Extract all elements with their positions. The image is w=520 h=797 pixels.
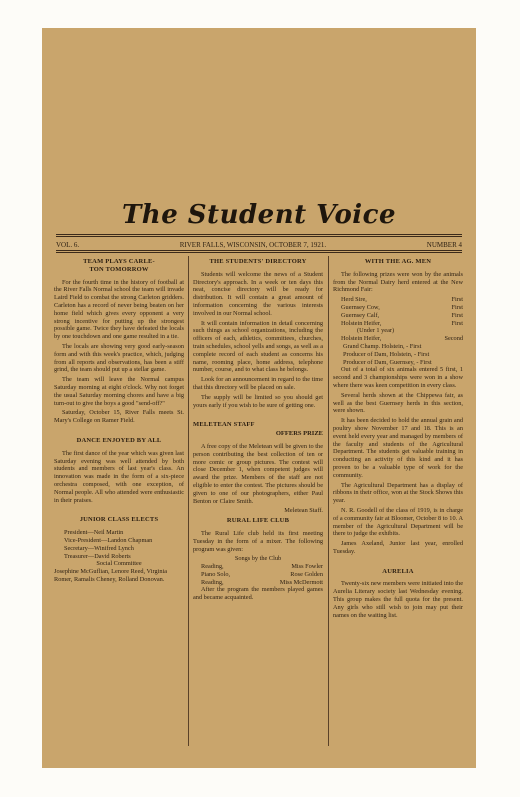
headline-ag-men: WITH THE AG. MEN (364, 258, 432, 265)
masthead-rule-top-2 (56, 236, 462, 237)
prize-row: Guernsey Cow, First (341, 303, 463, 311)
article-text: The locals are showing very good early-season form and with this week's practice, which, judging from all reports and observations, has been a stiff grind, the team should put up a stellar game. (54, 342, 184, 374)
officer-line: President—Neil Martin (64, 529, 124, 537)
article-text: Several herds shown at the Chippewa fair, as well as the best Guernsey herds in this section, were shown. (333, 391, 463, 415)
article-text: N. R. Goodell of the class of 1919, is in charge of a community fair at Bloomer, October 8 to 10. A member of the Agricultural Department will be there to judge the exhibits. (333, 506, 463, 538)
headline-aurelia: AURELIA (382, 567, 414, 575)
newspaper-page (42, 28, 476, 768)
article-text: Students will welcome the news of a Student Directory's approach. In a week or ten days this neat, concise directory will be ready for distribution. It will contain a great amount of information concerning the various interests involved in our Normal school. (193, 270, 323, 317)
volume-label: VOL. 6. (56, 241, 80, 249)
article-text: Saturday, October 15, River Falls meets St. Mary's College on Ramer Field. (54, 409, 184, 425)
dateline (56, 241, 462, 249)
headline-meletean: MELETEAN STAFF (193, 421, 255, 429)
article-text: The following prizes were won by the animals from the Normal Dairy herd entered at the New Richmond Fair: (333, 270, 463, 294)
column-divider-1 (188, 256, 189, 746)
headline-junior-class: JUNIOR CLASS ELECTS (79, 516, 159, 524)
officer-line: Secretary—Winifred Lynch (64, 544, 134, 552)
masthead-title: The Student Voice (121, 200, 397, 230)
article-text: The team will leave the Normal campus Saturday morning at eight o'clock. Why not forget the usual Saturday morning chores and have a big turn-out to give the boys a good "send-off?" (54, 376, 184, 407)
prize-row: Producer of Dam, Holstein, - First (343, 350, 430, 358)
article-text: Look for an announcement in regard to the time that this directory will be placed on sale. (193, 376, 323, 391)
program-item: Piano Solo, Rose Golden (201, 570, 323, 578)
headline-team-plays: TEAM PLAYS CARLE- TON TOMORROW (83, 258, 155, 273)
article-text: Twenty-six new members were initiated into the Aurelia Literary society last Wednesday evening. This group makes the full quota for the present. Any girls who still wish to join may put their names on the waiting list. (333, 580, 463, 619)
article-text: It will contain information in detail concerning such things as school organizations, including the officers of each, athletics, committees, churches, train schedules, school yells and songs, as well as a complete record of each student as concerns his name, rooming place, home address, telephone number, course, and to what class he belongs. (193, 319, 323, 374)
place-date: RIVER FALLS, WISCONSIN, OCTOBER 7, 1921. (179, 241, 327, 249)
prize-row: Herd Sire, First (341, 296, 463, 304)
column-2 (193, 256, 323, 604)
officer-line: Vice-President—Landon Chapman (64, 536, 153, 544)
article-text: Out of a total of six animals entered 5 first, 1 second and 3 championships were won in a show where there was keen competition in every class. (333, 366, 463, 389)
headline-rural-life: RURAL LIFE CLUB (226, 517, 290, 525)
prize-row: Guernsey Calf, First (341, 311, 463, 319)
column-divider-2 (328, 256, 329, 746)
headline-directory: THE STUDENTS' DIRECTORY (209, 258, 307, 265)
article-text: The Agricultural Department has a display of ribbons in their office, won at the Stock Shows this year. (333, 481, 463, 505)
column-3 (333, 256, 463, 621)
headline-offers-prize: OFFERS PRIZE (275, 430, 323, 438)
column-1 (54, 256, 184, 584)
article-text: The supply will be limited so you should get yours early if you wish to be sure of getting one. (193, 393, 323, 409)
prize-row: Holstein Heifer, First (341, 319, 463, 327)
committee-members: Josephine McGuflian, Lenore Reed, Virginia Romer, Ramalis Cheney, Rolland Donovan. (54, 568, 168, 583)
article-text: For the fourth time in the history of football at the River Falls Normal school the team will invade Laird Field to combat the strong Carleton gridders. Carleton has a record of never being beaten on her home field which gives every opponent a very strong incentive for putting up the strongest possible game. Twice they have defeated the locals by one touchdown and one game resulted in a tie. (54, 278, 184, 341)
program-item: Songs by the Club (234, 555, 282, 563)
prize-row: Producer of Dam, Guernsey, - First (343, 358, 432, 366)
prize-row: Grand Champ. Holstein, - First (343, 342, 422, 350)
article-text: James Axeland, Junior last year, enrolled Tuesday. (333, 540, 463, 555)
masthead-rule-top (56, 234, 462, 235)
officer-line: Social Committee (96, 560, 142, 568)
dateline-rule (56, 250, 462, 251)
article-text: It has been decided to hold the annual grain and poultry show November 17 and 18. This is an event held every year and managed by members of the faculty and students of the Agricultural Department. The students get valuable training in conducting an activity of this kind and it has proven to be a valuable type of work for the community. (333, 417, 463, 479)
article-text: After the program the members played games and became acquainted. (193, 586, 323, 602)
signature-line: Meletean Staff. (284, 507, 323, 515)
program-item: Reading, Miss Fowler (201, 563, 323, 571)
prize-row: Holstein Heifer, Second (341, 335, 463, 343)
prize-note: (Under 1 year) (357, 327, 395, 335)
officer-line: Treasurer—David Roberts (64, 552, 131, 560)
program-item: Reading, Miss McDermott (201, 578, 323, 586)
article-text: The first dance of the year which was given last Saturday evening was well attended by both students and members of last year's class. An innovation was made in the form of a six-piece orchestra composed, with one exception, of Normal people. All who attended were enthusiastic in their praises. (54, 449, 184, 504)
headline-dance: DANCE ENJOYED BY ALL (76, 436, 162, 444)
dateline-rule-2 (56, 252, 462, 253)
article-text: The Rural Life club held its first meeting Tuesday in the form of a mixer. The following program was given: (193, 529, 323, 553)
issue-number: NUMBER 4 (426, 241, 462, 249)
article-text: A free copy of the Meletean will be given to the person contributing the best collection of ten or more comic or group pictures. The contest will close December 1, when competent judges will award the prize. Members of the staff are not eligible to enter the contest. The pictures should be given to one of our photographers, either Paul Benton or Claire Smith. (193, 442, 323, 505)
